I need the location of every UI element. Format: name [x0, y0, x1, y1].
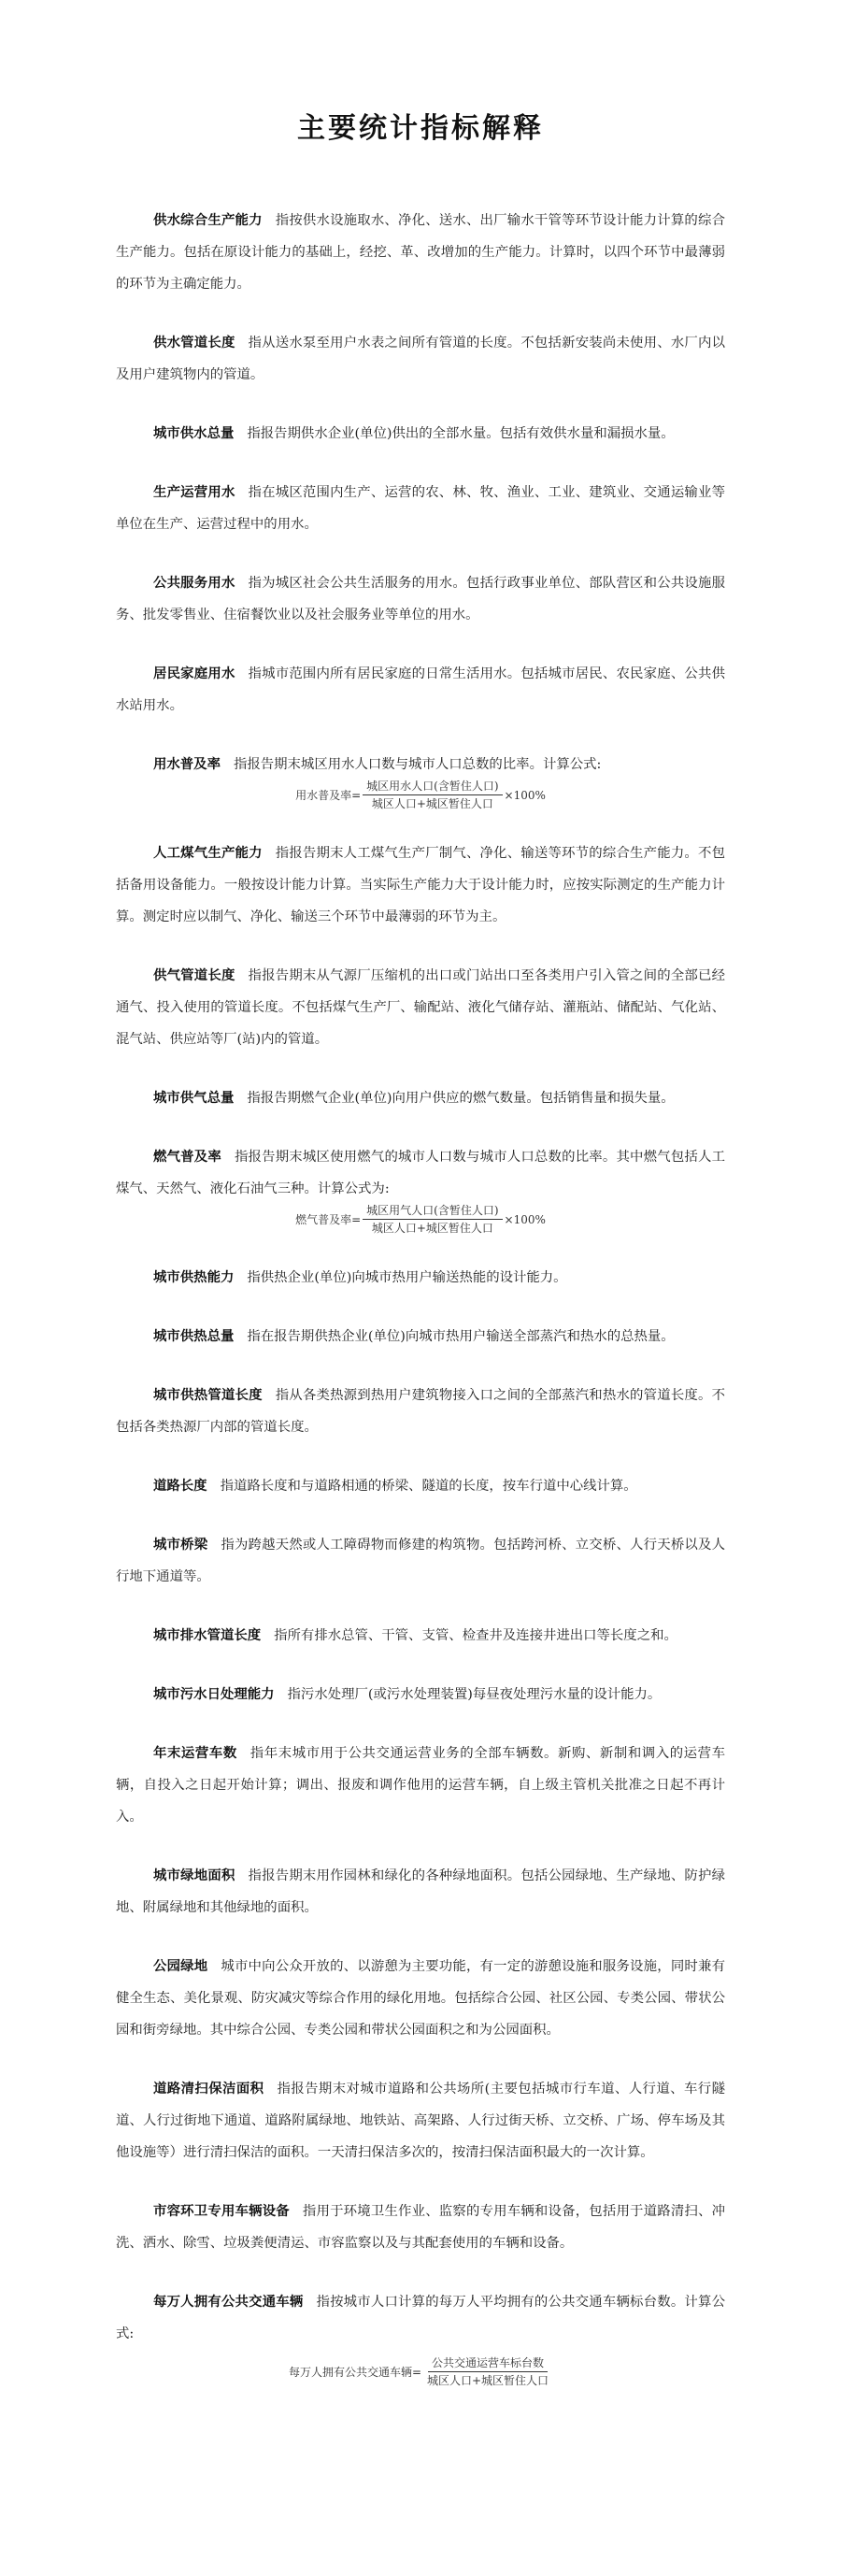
definition-entry: [116, 1141, 725, 1205]
definition-term: 公园绿地: [153, 1959, 208, 1975]
definition-term: 生产运营用水: [153, 485, 235, 501]
definition-entry: [116, 1860, 725, 1924]
definition-term: 居民家庭用水: [153, 666, 235, 682]
definition-text: 指从各类热源到热用户建筑物接入口之间的全部蒸汽和热水的管道长度。不包括各类热源厂内部的管道长度。: [116, 1388, 725, 1436]
definition-text: 指为跨越天然或人工障碍物而修建的构筑物。包括跨河桥、立交桥、人行天桥以及人行地下通道等。: [116, 1538, 725, 1585]
definition-entry: [116, 960, 725, 1055]
definition-text: 指报告期末用作园林和绿化的各种绿地面积。包括公园绿地、生产绿地、防护绿地、附属绿地和其他绿地的面积。: [116, 1868, 725, 1916]
definition-term: 城市供气总量: [153, 1091, 235, 1107]
definition-text: 指报告期末对城市道路和公共场所(主要包括城市行车道、人行道、车行隧道、人行过街地下通道、道路附属绿地、地铁站、高架路、人行过街天桥、立交桥、广场、停车场及其他设施等）进行清扫保洁的面积。一天清扫保洁多次的，按清扫保洁面积最大的一次计算。: [116, 2082, 725, 2161]
definition-entry: [116, 837, 725, 933]
definition-term: 城市桥梁: [153, 1538, 208, 1553]
formula-numerator: 公共交通运营车标台数: [428, 2355, 548, 2372]
definition-text: 指按供水设施取水、净化、送水、出厂输水干管等环节设计能力计算的综合生产能力。包括在原设计能力的基础上，经挖、革、改增加的生产能力。计算时，以四个环节中最薄弱的环节为主确定能力。: [116, 213, 725, 293]
definition-text: 指城市范围内所有居民家庭的日常生活用水。包括城市居民、农民家庭、公共供水站用水。: [116, 666, 725, 714]
definition-entry: [116, 749, 725, 780]
formula-multiplier: ×100%: [504, 788, 546, 802]
formula-denominator: 城区人口+城区暂住人口: [371, 1222, 493, 1236]
definition-text: 指年末城市用于公共交通运营业务的全部车辆数。新购、新制和调入的运营车辆，自投入之日起开始计算；调出、报废和调作他用的运营车辆，自上级主管机关批准之日起不再计入。: [116, 1746, 725, 1825]
definition-text: 指道路长度和与道路相通的桥梁、隧道的长度，按车行道中心线计算。: [220, 1479, 637, 1495]
definition-entry: [116, 567, 725, 631]
formula-numerator: 城区用气人口(含暂住人口): [363, 1203, 502, 1220]
definition-term: 城市污水日处理能力: [153, 1687, 275, 1703]
definition-entry: [116, 2073, 725, 2168]
definition-entry: [116, 2196, 725, 2259]
definition-text: 指报告期供水企业(单位)供出的全部水量。包括有效供水量和漏损水量。: [247, 426, 675, 442]
definition-term: 公共服务用水: [153, 576, 235, 592]
gas-coverage-formula: [116, 1203, 725, 1236]
definition-text: 指污水处理厂(或污水处理装置)每昼夜处理污水量的设计能力。: [287, 1687, 662, 1703]
definition-term: 人工煤气生产能力: [153, 846, 263, 862]
definition-term: 供水综合生产能力: [153, 213, 263, 229]
definition-term: 市容环卫专用车辆设备: [153, 2204, 290, 2220]
bus-per-capita-formula: [116, 2355, 725, 2388]
formula-fraction: [423, 2355, 552, 2388]
formula-lhs: 每万人拥有公共交通车辆=: [288, 2365, 421, 2379]
definition-entry: [116, 477, 725, 540]
definition-term: 城市供水总量: [153, 426, 235, 442]
definition-text: 指报告期末人工煤气生产厂制气、净化、输送等环节的综合生产能力。不包括备用设备能力。一般按设计能力计算。当实际生产能力大于设计能力时，应按实际测定的生产能力计算。测定时应以制气、净化、输送三个环节中最薄弱的环节为主。: [116, 846, 725, 925]
definition-term: 供气管道长度: [153, 968, 235, 984]
definition-term: 城市供热总量: [153, 1329, 235, 1345]
page-title: 主要统计指标解释: [297, 112, 544, 145]
definition-entry: [116, 1620, 725, 1652]
definition-entry: [116, 1262, 725, 1294]
definition-term: 道路清扫保洁面积: [153, 2082, 264, 2097]
definition-text: 指报告期燃气企业(单位)向用户供应的燃气数量。包括销售量和损失量。: [247, 1091, 675, 1107]
definitions-list: [116, 192, 725, 2414]
definition-entry: [116, 658, 725, 722]
definition-text: 指在报告期供热企业(单位)向城市热用户输送全部蒸汽和热水的总热量。: [247, 1329, 675, 1345]
formula-fraction: [363, 779, 502, 811]
definition-text: 城市中向公众开放的、以游憩为主要功能，有一定的游憩设施和服务设施，同时兼有健全生态、美化景观、防灾减灾等综合作用的绿化用地。包括综合公园、社区公园、专类公园、带状公园和街旁绿地。其中综合公园、专类公园和带状公园面积之和为公园面积。: [116, 1959, 725, 2039]
definition-entry: [116, 1951, 725, 2046]
formula-lhs: 燃气普及率=: [295, 1212, 362, 1226]
definition-entry: [116, 1082, 725, 1114]
definition-entry: [116, 1529, 725, 1593]
definition-text: 指为城区社会公共生活服务的用水。包括行政事业单位、部队营区和公共设施服务、批发零售业、住宿餐饮业以及社会服务业等单位的用水。: [116, 576, 725, 623]
definition-text: 指从送水泵至用户水表之间所有管道的长度。不包括新安装尚未使用、水厂内以及用户建筑物内的管道。: [116, 336, 725, 383]
definition-text: 指供热企业(单位)向城市热用户输送热能的设计能力。: [247, 1270, 567, 1286]
definition-entry: [116, 1321, 725, 1352]
formula-lhs: 用水普及率=: [295, 788, 362, 802]
formula-multiplier: ×100%: [504, 1212, 546, 1226]
definition-term: 城市绿地面积: [153, 1868, 235, 1884]
definition-entry: [116, 327, 725, 391]
definition-term: 燃气普及率: [153, 1150, 221, 1166]
definition-term: 城市排水管道长度: [153, 1628, 262, 1644]
definition-text: 指报告期末城区用水人口数与城市人口总数的比率。计算公式:: [233, 757, 602, 773]
definition-text: 指报告期末从气源厂压缩机的出口或门站出口至各类用户引入管之间的全部已经通气、投入使用的管道长度。不包括煤气生产厂、输配站、液化气储存站、灌瓶站、储配站、气化站、混气站、供应站等厂(站)内的管道。: [116, 968, 725, 1048]
definition-entry: [116, 418, 725, 450]
definition-term: 用水普及率: [153, 757, 221, 773]
formula-denominator: 城区人口+城区暂住人口: [427, 2374, 549, 2388]
definition-term: 道路长度: [153, 1479, 207, 1495]
definition-entry: [116, 1470, 725, 1502]
definition-term: 供水管道长度: [153, 336, 235, 351]
definition-text: 指在城区范围内生产、运营的农、林、牧、渔业、工业、建筑业、交通运输业等单位在生产、运营过程中的用水。: [116, 485, 725, 533]
formula-numerator: 城区用水人口(含暂住人口): [363, 779, 502, 795]
formula-denominator: 城区人口+城区暂住人口: [371, 797, 493, 811]
water-coverage-formula: [116, 779, 725, 811]
definition-entry: [116, 1380, 725, 1443]
definition-entry: [116, 2286, 725, 2350]
definition-text: 指按城市人口计算的每万人平均拥有的公共交通车辆标台数。计算公式:: [116, 2295, 725, 2342]
definition-text: 指用于环境卫生作业、监察的专用车辆和设备，包括用于道路清扫、冲洗、洒水、除雪、垃圾粪便清运、市容监察以及与其配套使用的车辆和设备。: [116, 2204, 725, 2252]
definition-term: 每万人拥有公共交通车辆: [153, 2295, 304, 2311]
definition-term: 年末运营车数: [153, 1746, 237, 1762]
formula-fraction: [363, 1203, 502, 1236]
definition-term: 城市供热能力: [153, 1270, 235, 1286]
definition-text: 指所有排水总管、干管、支管、检查井及连接井进出口等长度之和。: [274, 1628, 677, 1644]
definition-entry: [116, 1738, 725, 1833]
definition-entry: [116, 1679, 725, 1710]
definition-entry: [116, 205, 725, 300]
definition-term: 城市供热管道长度: [153, 1388, 263, 1404]
definition-text: 指报告期末城区使用燃气的城市人口数与城市人口总数的比率。其中燃气包括人工煤气、天然气、液化石油气三种。计算公式为:: [116, 1150, 725, 1197]
